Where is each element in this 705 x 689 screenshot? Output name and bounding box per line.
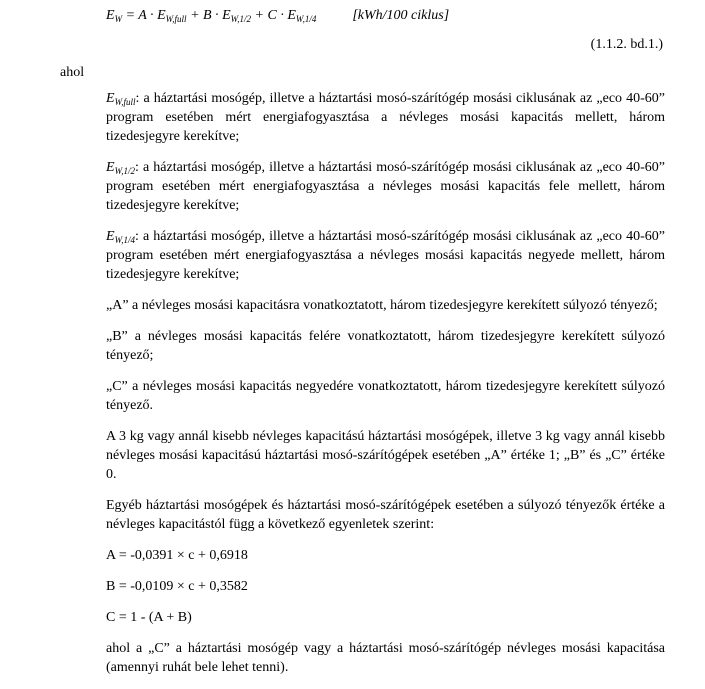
formula-part-a: = A ·	[122, 8, 158, 23]
definitions-body	[106, 89, 665, 689]
formula-part-c: + C ·	[251, 8, 288, 23]
other-machines-intro: Egyéb háztartási mosógépek és háztartási mosó-szárítógépek esetében a súlyozó tényezők értéke a névleges kapacitástól függ a következő egyenletek szerint:	[106, 498, 665, 532]
symbol-ew-quarter: $E_{W,1/4}$	[106, 229, 135, 245]
formula-sub-quarter: W,1/4	[295, 14, 317, 24]
definition-ew-quarter: $E_{W,1/4}$: a háztartási mosógép, illetve a háztartási mosó-szárítógép mosási ciklusának az „eco 40-60” program esetében mért energiafogyasztása a névleges mosási kapacitás negyede mellett, három tizedesjegyre kerekítve;	[106, 229, 665, 282]
definition-ew-half: $E_{W,1/2}$: a háztartási mosógép, illetve a háztartási mosó-szárítógép mosási ciklusának az „eco 40-60” program esetében mért energiafogyasztása a névleges mosási kapacitás fele mellett, három tizedesjegyre kerekítve;	[106, 160, 665, 213]
symbol-ew-half: $E_{W,1/2}$	[106, 160, 135, 176]
equation-c: C = 1 - (A + B)	[106, 610, 192, 625]
formula-unit: [kWh/100 ciklus]	[352, 8, 450, 23]
energy-formula	[106, 6, 449, 25]
closing-definition: ahol a „C” a háztartási mosógép vagy a háztartási mosó-szárítógép névleges mosási kapacitása (amennyi ruhát bele lehet tenni).	[106, 641, 665, 675]
weight-a-definition: „A” a névleges mosási kapacitásra vonatkoztatott, három tizedesjegyre kerekített súlyozó tényező;	[106, 298, 658, 313]
formula-e: E	[157, 8, 166, 23]
small-capacity-rule: A 3 kg vagy annál kisebb névleges kapacitású háztartási mosógépek, illetve 3 kg vagy annál kisebb névleges mosási kapacitású háztartási mosó-szárítógépek esetében „A” értéke 1; „B” és „C” értéke 0.	[106, 429, 665, 482]
formula-e: E	[287, 8, 296, 23]
formula-part-b: + B ·	[186, 8, 223, 23]
equation-b: B = -0,0109 × c + 0,3582	[106, 579, 248, 594]
equation-reference: (1.1.2. bd.1.)	[590, 37, 663, 52]
symbol-ew-full: $E_{W,full}$	[106, 91, 136, 107]
formula-sub-w: W	[114, 14, 123, 24]
formula-e: E	[222, 8, 231, 23]
ahol-label: ahol	[60, 65, 85, 80]
formula-sub-full: W,full	[165, 14, 187, 24]
equation-a: A = -0,0391 × c + 0,6918	[106, 548, 248, 563]
definition-ew-full: $E_{W,full}$: a háztartási mosógép, illetve a háztartási mosó-szárítógép mosási ciklusának az „eco 40-60” program esetében mért energiafogyasztása a névleges mosási kapacitás mellett, három tizedesjegyre kerekítve;	[106, 91, 665, 144]
formula-sub-half: W,1/2	[230, 14, 252, 24]
weight-c-definition: „C” a névleges mosási kapacitás negyedére vonatkoztatott, három tizedesjegyre kerekített súlyozó tényező.	[106, 379, 665, 413]
formula-e: E	[106, 8, 115, 23]
weight-b-definition: „B” a névleges mosási kapacitás felére vonatkoztatott, három tizedesjegyre kerekített súlyozó tényező;	[106, 329, 665, 363]
